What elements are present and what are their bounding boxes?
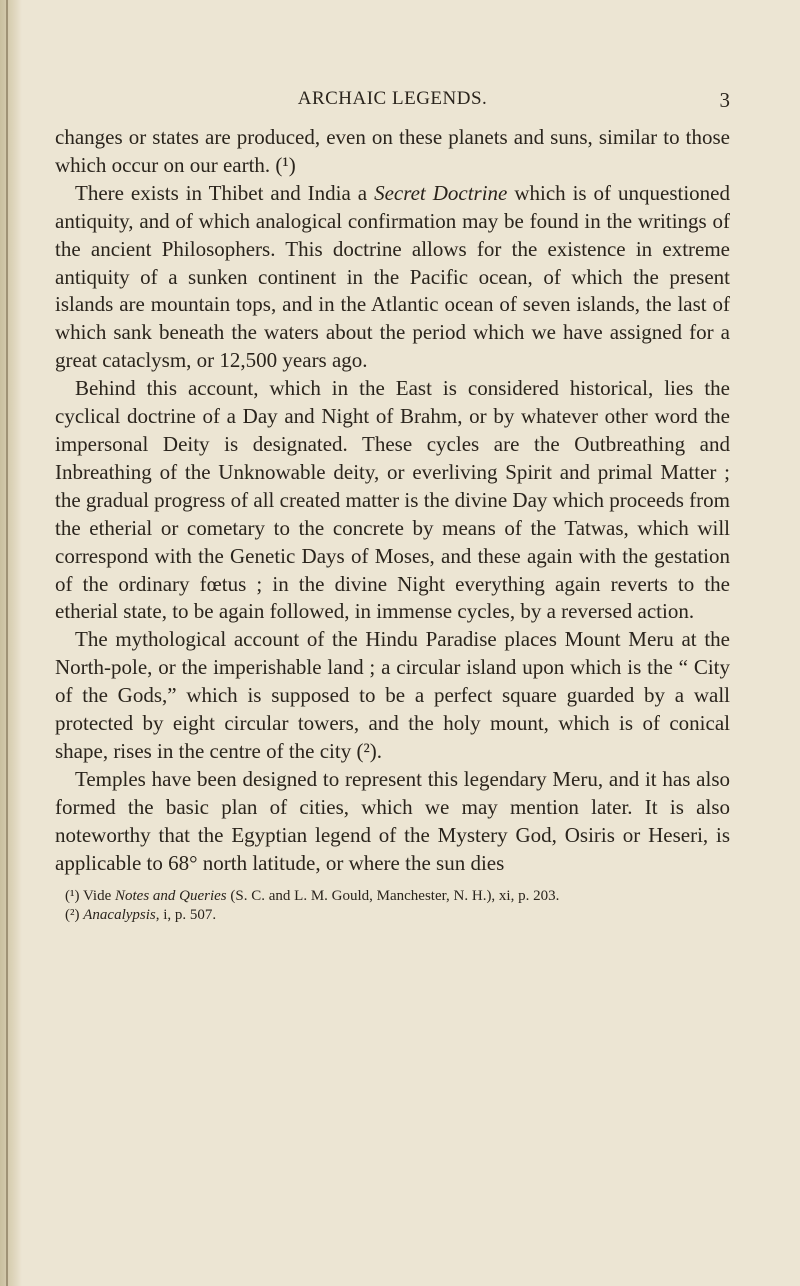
paragraph-2-italic-secret-doctrine: Secret Doctrine xyxy=(374,180,508,205)
footnote-1-italic-title: Notes and Queries xyxy=(114,888,227,905)
paragraph-1-text: changes or states are produced, even on these planets and suns, similar to those which occur on our earth. (¹) xyxy=(55,125,730,177)
paragraph-3 xyxy=(55,375,730,626)
footnote-1-text-b: (S. C. and L. M. Gould, Manchester, N. H.), xi, p. 203. xyxy=(226,888,560,905)
page-header xyxy=(55,88,730,124)
footnote-1 xyxy=(55,887,730,906)
running-head: ARCHAIC LEGENDS. xyxy=(297,88,488,109)
paragraph-5-text: Temples have been designed to represent this legendary Meru, and it has also formed the basic plan of cities, which we may mention later. It is also noteworthy that the Egyptian legend of the Mystery God, Osiris or Heseri, is applicable to 68° north latitude, or where the sun dies xyxy=(55,766,730,875)
paragraph-2-text-b: which is of unquestioned antiquity, and of which analogical confirmation may be found in the writings of the ancient Philosophers. This doctrine allows for the existence in extreme antiquity of a sunken continent in the Pacific ocean, of which the present islands are mountain tops, and in the Atlantic ocean of seven islands, the last of which sank beneath the waters about the period which we have assigned for a great cataclysm, or 12,500 years ago. xyxy=(55,180,730,373)
paragraph-3-text: Behind this account, which in the East is considered historical, lies the cyclical doctrine of a Day and Night of Brahm, or by whatever other word the impersonal Deity is designated. These cycles are the Outbreathing and Inbreathing of the Unknowable deity, or everliving Spirit and primal Matter ; the gradual progress of all created matter is the divine Day which proceeds from the etherial or cometary to the concrete by means of the Tatwas, which will correspond with the Genetic Days of Moses, and these again with the gestation of the ordinary fœtus ; in the divine Night everything again reverts to the etherial state, to be again followed, in immense cycles, by a reversed action. xyxy=(55,376,730,624)
footnote-2-text-b: , i, p. 507. xyxy=(155,907,217,924)
footnote-2-italic-title: Anacalypsis xyxy=(83,907,156,924)
paragraph-4 xyxy=(55,626,730,766)
paragraph-1 xyxy=(55,124,730,180)
paragraph-2 xyxy=(55,180,730,375)
paragraph-5 xyxy=(55,766,730,878)
footnotes xyxy=(55,887,730,925)
binding-edge-line xyxy=(6,0,8,1286)
footnote-2-text-a: (²) xyxy=(65,907,84,924)
page-edge-shadow xyxy=(0,0,22,1286)
footnote-2 xyxy=(55,906,730,925)
body-text xyxy=(55,124,730,877)
paragraph-4-text: The mythological account of the Hindu Paradise places Mount Meru at the North-pole, or the imperishable land ; a circular island upon which is the “ City of the Gods,” which is supposed to be a perfect square guarded by a wall protected by eight circular towers, and the holy mount, which is of conical shape, rises in the centre of the city (²). xyxy=(55,627,730,763)
paragraph-2-text-a: There exists in Thibet and India a xyxy=(75,180,375,205)
page-number: 3 xyxy=(719,88,730,112)
book-page xyxy=(55,88,730,925)
footnote-1-text-a: (¹) Vide xyxy=(65,888,115,905)
